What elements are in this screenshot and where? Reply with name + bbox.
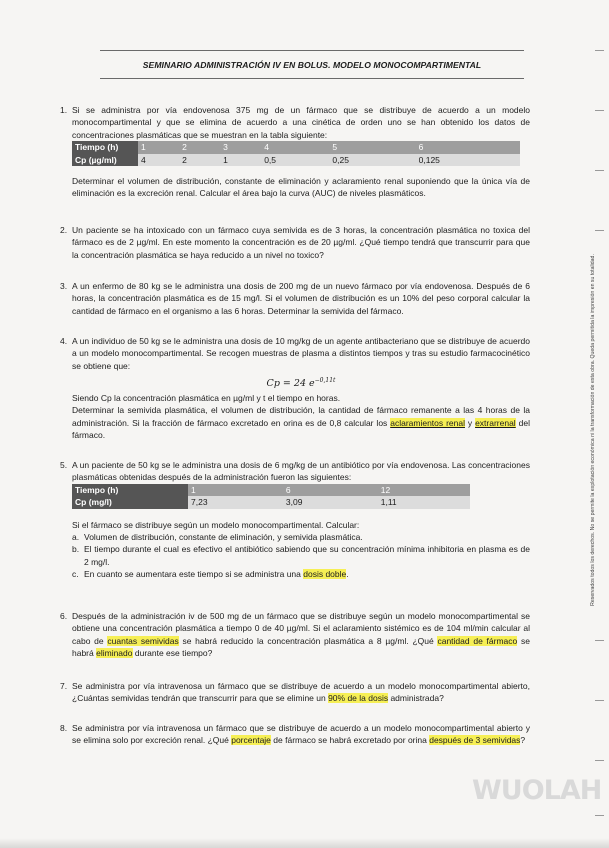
sub-question-a [72, 531, 530, 543]
sub-label: a. [72, 532, 80, 543]
question-text: A un enfermo de 80 kg se le administra una dosis de 200 mg de un nuevo fármaco por vía endovenosa. Después de 6 horas, la concentración plasmática es de 15 mg/l. Si el volumen de distribución es un 10% del peso corporal calcular la cantidad de fármaco en el organismo a las 6 horas. Determinar la semivida del fármaco. [72, 281, 530, 316]
margin-tick [595, 170, 604, 171]
sub-questions [72, 531, 530, 581]
sub-question-b [72, 543, 530, 568]
table-cell: 12 [378, 484, 470, 496]
margin-tick [595, 50, 604, 51]
margin-tick [595, 760, 604, 761]
question-number: 5. [60, 460, 68, 470]
task-text: Determinar la semivida plasmática, el volumen de distribución, la cantidad de fármaco remanente a las 4 horas de la administración. Si la fracción de fármaco excretado en orina es de 0,8 calcular los [72, 405, 530, 428]
task-text: del fármaco. [72, 417, 530, 440]
formula [72, 375, 530, 391]
question-5 [60, 459, 530, 581]
question-number: 8. [60, 723, 68, 733]
question-1 [60, 104, 530, 200]
margin-tick [595, 700, 604, 701]
text-part: durante ese tiempo? [132, 648, 213, 659]
question-text [72, 722, 530, 747]
question-text: A un paciente de 50 kg se le administra una dosis de 6 mg/kg de un antibiótico por vía endovenosa. Las concentraciones plasmáticas obtenidas después de la administración fueron las siguientes: [72, 460, 530, 483]
highlight: 90% de la dosis [328, 693, 389, 704]
highlight: cantidad de fármaco [437, 635, 518, 646]
text-part: de fármaco se habrá excretado por orina [270, 735, 430, 746]
text-part: Se administra por vía intravenosa un fármaco que se distribuye de acuerdo a un modelo monocompartimental abierto, ¿Cuántas semividas tendrán que transcurrir para que se elimine un [72, 681, 530, 704]
table-row-label: Cp (mg/l) [72, 496, 188, 508]
question-text: A un individuo de 50 kg se le administra una dosis de 10 mg/kg de un agente antibacteriano que se distribuye de acuerdo a un modelo monocompartimental. Se recogen muestras de plasma a distintos tiempos y tras su estudio farmacocinético se obtiene que: [72, 336, 530, 371]
table-cell: 0,25 [329, 154, 415, 166]
sub-text: . [346, 569, 349, 580]
wuolah-logo: WUOLAH [472, 775, 602, 806]
margin-tick [595, 815, 604, 816]
data-table [72, 484, 470, 509]
table-row-label: Cp (µg/ml) [72, 154, 138, 166]
task-text: y [464, 417, 476, 428]
question-number: 6. [60, 611, 68, 621]
table-cell: 2 [179, 154, 220, 166]
question-number: 3. [60, 281, 68, 291]
text-part: ? [520, 735, 526, 746]
highlight: después de 3 semividas [429, 735, 521, 746]
margin-tick [595, 230, 604, 231]
table-cell: 4 [138, 154, 179, 166]
page-title: SEMINARIO ADMINISTRACIÓN IV EN BOLUS. MODELO MONOCOMPARTIMENTAL [142, 60, 482, 70]
question-intro: Si el fármaco se distribuye según un modelo monocompartimental. Calcular: [72, 519, 360, 530]
sub-text: Volumen de distribución, constante de eliminación, y semivida plasmática. [84, 532, 363, 543]
question-text [72, 680, 530, 705]
question-number: 7. [60, 681, 68, 691]
table-cell: 4 [261, 141, 329, 153]
page-edge-shadow [0, 838, 609, 848]
question-text: Un paciente se ha intoxicado con un fármaco cuya semivida es de 3 horas, la concentración plasmática no toxica del fármaco es de 2 µg/ml. En este momento la concentración es de 20 µg/ml. ¿Qué tiempo tendrá que transcurrir para que la concentración plasmática se haya reducido a un nivel no toxico? [72, 225, 530, 260]
copyright-note: Reservados todos los derechos. No se permite la explotación económica ni la transformación de esta obra. Queda permitida la impresión en su totalidad. [590, 254, 596, 606]
question-7 [60, 680, 530, 705]
table-cell: 7,23 [188, 496, 283, 508]
table-cell: 1 [220, 154, 261, 166]
margin-tick [595, 110, 604, 111]
table-cell: 0,5 [261, 154, 329, 166]
question-task: Determinar el volumen de distribución, constante de eliminación y aclaramiento renal suponiendo que la única vía de eliminación es la excreción renal. Calcular el área bajo la curva (AUC) de niveles plasmáticos. [72, 176, 530, 199]
formula-exponent: −0,11t [314, 377, 336, 385]
highlight: extrarrenal [475, 417, 516, 428]
sub-text: En cuanto se aumentara este tiempo si se administra una [84, 569, 304, 580]
question-8 [60, 722, 530, 747]
highlight: dosis doble [303, 569, 347, 580]
text-part: Después de la administración iv de 500 mg de un fármaco que se distribuye según un modelo monocompartimental se obtiene una concentración plasmática a tiempo 0 de 40 µg/ml. Si el aclaramiento sistémico es de 104 ml/min calcular al cabo de [72, 611, 530, 646]
text-part: Se administra por vía intravenosa un fármaco que se distribuye de acuerdo a un modelo monocompartimental abierto y se elimina solo por excreción renal. ¿Qué [72, 723, 530, 746]
table-row-label: Tiempo (h) [72, 141, 138, 153]
text-part: administrada? [388, 693, 444, 704]
sub-label: b. [72, 544, 80, 555]
question-task [72, 404, 530, 441]
table-row-label: Tiempo (h) [72, 484, 188, 496]
text-part: se habrá [72, 635, 530, 659]
highlight: cuantas semividas [107, 635, 179, 646]
question-number: 1. [60, 105, 68, 115]
table-cell: 0,125 [416, 154, 520, 166]
margin-tick [595, 640, 604, 641]
sub-question-c [72, 568, 530, 580]
table-cell: 1 [188, 484, 283, 496]
question-text: Si se administra por vía endovenosa 375 mg de un fármaco que se distribuye de acuerdo a un modelo monocompartimental y que se elimina de acuerdo a una cinética de orden uno se han obtenido los datos de concentraciones plasmáticas que se muestran en la tabla siguiente: [72, 105, 530, 140]
highlight: aclaramientos renal [390, 417, 465, 428]
text-part: se habrá reducido la concentración plasmática a 8 µg/ml. ¿Qué [178, 635, 438, 646]
highlight: eliminado [96, 648, 133, 659]
question-text [72, 610, 530, 660]
title-rule [100, 78, 524, 79]
question-3 [60, 280, 530, 317]
question-number: 2. [60, 225, 68, 235]
question-4 [60, 335, 530, 441]
table-cell: 5 [329, 141, 415, 153]
question-number: 4. [60, 336, 68, 346]
table-cell: 3,09 [283, 496, 378, 508]
top-rule [100, 50, 524, 51]
table-cell: 6 [416, 141, 520, 153]
table-cell: 1,11 [378, 496, 470, 508]
table-cell: 6 [283, 484, 378, 496]
formula-base: Cp = 24 e [266, 378, 315, 390]
sub-text: El tiempo durante el cual es efectivo el antibiótico sabiendo que su concentración mínima inhibitoria en plasma es de 2 mg/l. [84, 544, 530, 567]
sub-label: c. [72, 569, 79, 580]
question-6 [60, 610, 530, 660]
table-cell: 1 [138, 141, 179, 153]
highlight: porcentaje [231, 735, 271, 746]
data-table [72, 141, 520, 166]
question-2 [60, 224, 530, 261]
table-cell: 2 [179, 141, 220, 153]
question-definition: Siendo Cp la concentración plasmática en µg/ml y t el tiempo en horas. [72, 392, 341, 403]
table-cell: 3 [220, 141, 261, 153]
